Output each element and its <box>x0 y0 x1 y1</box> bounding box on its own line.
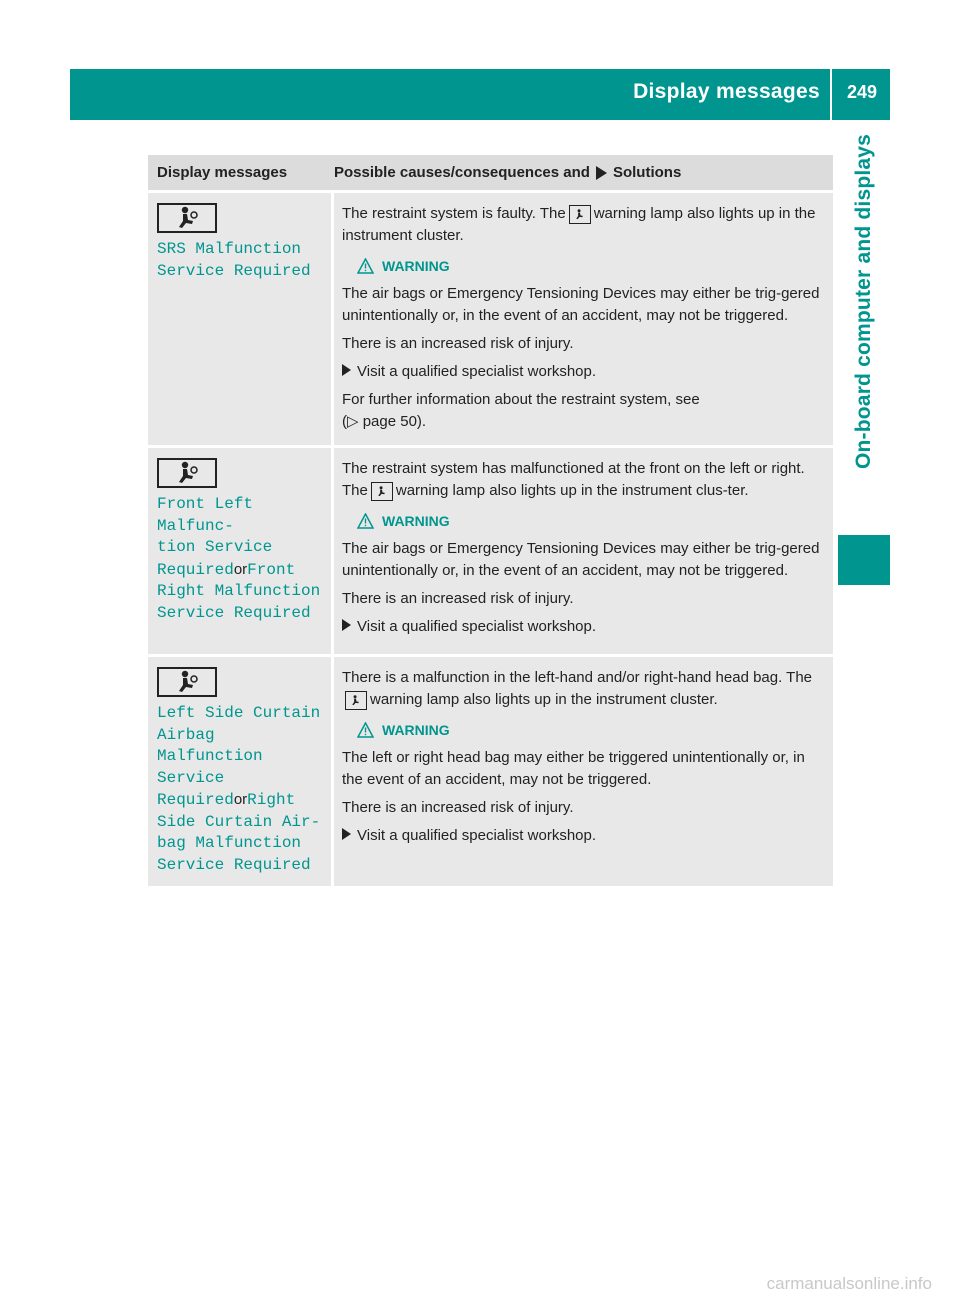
warning-triangle-icon <box>357 513 374 529</box>
action-item <box>342 616 825 638</box>
airbag-warning-lamp-icon <box>157 203 217 233</box>
action-text: Visit a qualified specialist workshop. <box>357 363 597 380</box>
causes-cell <box>334 657 833 886</box>
display-message-line: Service Required <box>157 603 311 622</box>
watermark: carmanualsonline.info <box>766 1274 932 1293</box>
page-reference-link[interactable]: (▷ page 50). <box>342 413 427 430</box>
airbag-warning-lamp-icon <box>345 691 367 710</box>
airbag-warning-lamp-icon <box>371 482 393 501</box>
table-row <box>148 193 833 445</box>
display-message-line: Service Required <box>157 261 311 280</box>
table-header <box>148 155 833 190</box>
cause-paragraph <box>342 667 825 711</box>
col-header-solutions-label: Solutions <box>612 164 682 181</box>
warning-label: WARNING <box>382 513 450 529</box>
page-header-title: Display messages <box>633 80 820 103</box>
display-message-line: tion Service <box>157 538 273 556</box>
airbag-warning-lamp-icon <box>157 667 217 697</box>
col-header-display-messages: Display messages <box>157 164 288 181</box>
display-message-line: Airbag Malfunction <box>157 725 263 765</box>
warning-triangle-icon <box>357 258 374 274</box>
display-message-line: Side Curtain Air‐ <box>157 812 321 831</box>
display-message-line: Service <box>157 768 225 787</box>
cause-paragraph <box>342 203 825 247</box>
display-message-line: SRS Malfunction <box>157 240 302 258</box>
warning-text: The air bags or Emergency Tensioning Devices may either be trig-gered unintentionally or, in the event of an accident, may not be triggered. <box>342 285 820 324</box>
action-text: Visit a qualified specialist workshop. <box>357 827 597 844</box>
display-message-fragment: Right <box>247 791 296 809</box>
side-section-label: On-board computer and displays <box>852 134 875 470</box>
cause-text: warning lamp also lights up in the instrument cluster. <box>342 205 816 244</box>
display-messages-table <box>148 155 833 886</box>
warning-heading <box>357 510 825 532</box>
side-section-tab <box>838 134 890 534</box>
risk-text: There is an increased risk of injury. <box>342 335 574 352</box>
table-row <box>148 657 833 886</box>
col-header-causes-label: Possible causes/consequences and <box>334 164 590 181</box>
page-number: 249 <box>846 82 878 102</box>
action-item <box>342 361 825 383</box>
action-item <box>342 825 825 847</box>
display-message-line: Service Required <box>157 855 311 874</box>
warning-label: WARNING <box>382 258 450 274</box>
cause-text: There is a malfunction in the left-hand and/or right-hand head bag. The <box>342 669 813 686</box>
display-message-cell <box>148 657 334 886</box>
action-arrow-icon <box>342 619 351 631</box>
warning-heading <box>357 255 825 277</box>
more-info-text <box>342 389 825 433</box>
table-row <box>148 448 833 654</box>
display-message-cell <box>148 193 334 445</box>
causes-cell <box>334 193 833 445</box>
display-message-cell <box>148 448 334 654</box>
display-message-line: Front Left Malfunc‐ <box>157 495 254 535</box>
warning-triangle-icon <box>357 722 374 738</box>
display-message-line <box>157 559 323 582</box>
display-message-fragment: Required <box>157 560 234 579</box>
col-header-causes <box>326 164 833 181</box>
cause-paragraph <box>342 458 825 502</box>
action-arrow-icon <box>342 828 351 840</box>
cause-text: warning lamp also lights up in the instrument cluster. <box>370 691 718 708</box>
risk-text: There is an increased risk of injury. <box>342 799 574 816</box>
display-message-fragment: Front <box>247 560 296 579</box>
side-section-marker <box>838 535 890 585</box>
or-word: or <box>233 560 248 578</box>
display-message-line: bag Malfunction <box>157 834 302 852</box>
display-message-line: Left Side Curtain <box>157 704 321 722</box>
warning-label: WARNING <box>382 722 450 738</box>
display-message-line <box>157 789 323 812</box>
header-separator <box>830 69 832 120</box>
page-header-bar <box>70 69 890 120</box>
cause-text: warning lamp also lights up in the instrument clus-ter. <box>395 482 749 499</box>
cause-text: The restraint system has malfunctioned at the front on the left or right. The <box>342 460 805 499</box>
more-info-line: For further information about the restraint system, see <box>342 391 700 408</box>
warning-text: The left or right head bag may either be triggered unintentionally or, in the event of an accident, may not be triggered. <box>342 749 805 788</box>
cause-text: The restraint system is faulty. The <box>342 205 566 222</box>
or-word: or <box>233 791 248 808</box>
causes-cell <box>334 448 833 654</box>
action-arrow-icon <box>596 166 607 180</box>
action-arrow-icon <box>342 364 351 376</box>
airbag-warning-lamp-icon <box>157 458 217 488</box>
action-text: Visit a qualified specialist workshop. <box>357 618 597 635</box>
warning-heading <box>357 719 825 741</box>
warning-text: The air bags or Emergency Tensioning Devices may either be trig-gered unintentionally or, in the event of an accident, may not be triggered. <box>342 540 820 579</box>
display-message-fragment: Required <box>157 791 234 809</box>
display-message-line: Right Malfunction <box>157 582 321 600</box>
airbag-warning-lamp-icon <box>569 205 591 224</box>
risk-text: There is an increased risk of injury. <box>342 590 574 607</box>
